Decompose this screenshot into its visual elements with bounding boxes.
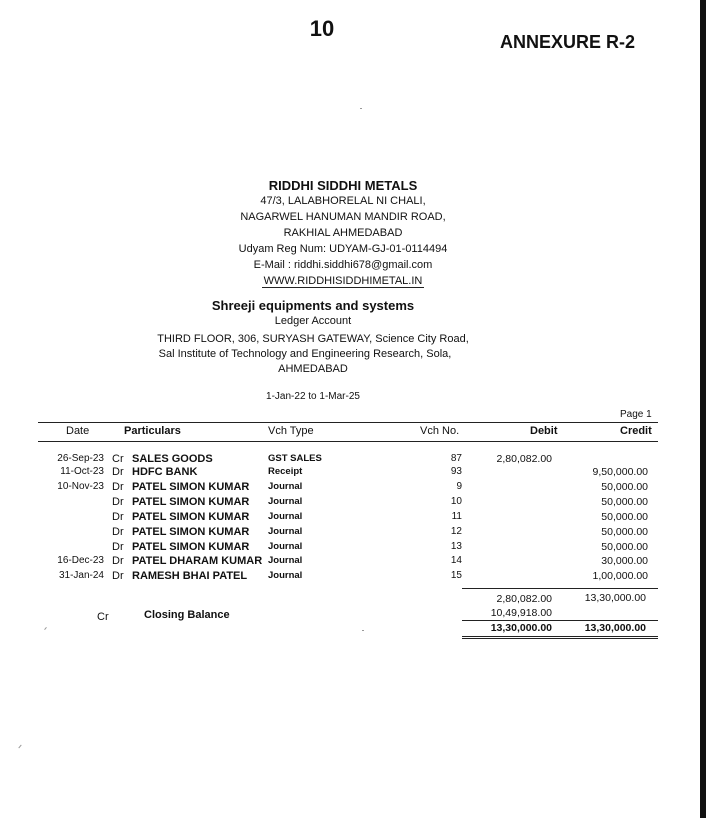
row-vch-no: 87 <box>450 453 462 464</box>
row-vch-no: 11 <box>451 511 462 522</box>
row-vch-no: 12 <box>450 526 462 537</box>
row-particulars: PATEL SIMON KUMAR <box>132 496 250 508</box>
row-particulars: RAMESH BHAI PATEL <box>132 570 248 582</box>
period: 1-Jan-22 to 1-Mar-25 <box>266 391 360 402</box>
page-label: Page 1 <box>620 409 652 420</box>
row-side: Dr <box>112 541 124 553</box>
row-date: 16-Dec-23 <box>57 555 104 566</box>
row-vch-type: Journal <box>268 496 303 507</box>
row-particulars: PATEL DHARAM KUMAR <box>132 555 263 567</box>
row-particulars: SALES GOODS <box>132 453 213 465</box>
row-side: Dr <box>112 555 124 567</box>
company-email: E-Mail : riddhi.siddhi678@gmail.com <box>253 259 433 271</box>
col-date: Date <box>66 425 90 437</box>
closing-label: Closing Balance <box>144 609 230 621</box>
party-address-line: THIRD FLOOR, 306, SURYASH GATEWAY, Science City Road, <box>157 333 469 345</box>
row-particulars: HDFC BANK <box>132 466 198 478</box>
row-credit: 50,000.00 <box>601 481 648 493</box>
table-row <box>0 541 706 556</box>
closing-side: Cr <box>97 611 109 623</box>
row-side: Dr <box>112 481 124 493</box>
row-vch-type: Journal <box>268 481 303 492</box>
row-vch-no: 15 <box>450 570 462 581</box>
col-vch-type: Vch Type <box>268 425 314 437</box>
table-row <box>0 570 706 585</box>
grand-total-credit: 13,30,000.00 <box>584 622 646 634</box>
company-address-line: RAKHIAL AHMEDABAD <box>283 227 403 239</box>
row-side: Dr <box>112 570 124 582</box>
row-vch-type: Journal <box>268 570 303 581</box>
scan-speck <box>362 630 364 631</box>
company-udyam: Udyam Reg Num: UDYAM-GJ-01-0114494 <box>238 243 448 255</box>
party-address-line: Sal Institute of Technology and Engineering Research, Sola, <box>158 348 452 360</box>
row-credit: 50,000.00 <box>601 526 648 538</box>
row-credit: 1,00,000.00 <box>592 570 648 582</box>
scan-edge <box>700 0 706 818</box>
row-side: Dr <box>112 496 124 508</box>
row-vch-no: 9 <box>456 481 462 492</box>
row-side: Dr <box>112 511 124 523</box>
annexure-label: ANNEXURE R-2 <box>500 32 636 52</box>
col-debit: Debit <box>530 425 558 437</box>
row-particulars: PATEL SIMON KUMAR <box>132 511 250 523</box>
party-address-line: AHMEDABAD <box>278 363 348 375</box>
company-address-line: NAGARWEL HANUMAN MANDIR ROAD, <box>240 211 446 223</box>
page-number: 10 <box>309 16 335 41</box>
company-name: RIDDHI SIDDHI METALS <box>268 178 418 193</box>
closing-debit: 10,49,918.00 <box>490 607 552 619</box>
scan-speck <box>360 108 362 109</box>
col-credit: Credit <box>620 425 652 437</box>
row-particulars: PATEL SIMON KUMAR <box>132 481 250 493</box>
col-vch-no: Vch No. <box>420 425 460 437</box>
header-top-rule <box>38 422 658 423</box>
table-row <box>0 526 706 541</box>
table-row <box>0 555 706 570</box>
row-vch-no: 10 <box>450 496 462 507</box>
row-vch-type: Journal <box>268 526 303 537</box>
row-side: Dr <box>112 526 124 538</box>
table-row <box>0 466 706 481</box>
company-website: WWW.RIDDHISIDDHIMETAL.IN <box>263 275 423 287</box>
row-credit: 50,000.00 <box>601 496 648 508</box>
grand-total-debit: 13,30,000.00 <box>490 622 552 634</box>
row-side: Dr <box>112 466 124 478</box>
subtotal-credit: 13,30,000.00 <box>584 592 646 604</box>
row-credit: 50,000.00 <box>601 511 648 523</box>
row-vch-type: Journal <box>268 511 303 522</box>
company-address-line: 47/3, LALABHORELAL NI CHALI, <box>260 195 426 207</box>
row-date: 26-Sep-23 <box>57 453 104 464</box>
row-side: Cr <box>112 453 124 465</box>
row-vch-type: Journal <box>268 541 303 552</box>
row-vch-type: Receipt <box>268 466 303 477</box>
scan-speck <box>18 745 21 749</box>
row-vch-no: 13 <box>450 541 462 552</box>
subtotal-debit: 2,80,082.00 <box>496 593 552 605</box>
col-particulars: Particulars <box>124 425 181 437</box>
company-website-wrap <box>0 275 686 288</box>
subtotal-rule <box>462 588 658 589</box>
row-particulars: PATEL SIMON KUMAR <box>132 541 250 553</box>
row-date: 10-Nov-23 <box>57 481 104 492</box>
row-credit: 9,50,000.00 <box>592 466 648 478</box>
grand-total-rule-1 <box>462 636 658 637</box>
row-vch-type: GST SALES <box>268 453 322 464</box>
row-date: 31-Jan-24 <box>58 570 104 581</box>
table-row <box>0 481 706 496</box>
row-vch-no: 93 <box>450 466 462 477</box>
row-particulars: PATEL SIMON KUMAR <box>132 526 250 538</box>
row-credit: 30,000.00 <box>601 555 648 567</box>
table-row <box>0 511 706 526</box>
row-vch-no: 14 <box>450 555 462 566</box>
row-date: 11-Oct-23 <box>60 466 104 477</box>
scan-speck <box>44 627 47 630</box>
row-debit: 2,80,082.00 <box>496 453 552 465</box>
grand-total-top-rule <box>462 620 658 621</box>
row-credit: 50,000.00 <box>601 541 648 553</box>
ledger-title: Ledger Account <box>274 315 352 327</box>
row-vch-type: Journal <box>268 555 303 566</box>
party-name: Shreeji equipments and systems <box>211 298 415 313</box>
grand-total-rule-2 <box>462 638 658 639</box>
header-bottom-rule <box>38 441 658 442</box>
table-row <box>0 496 706 511</box>
